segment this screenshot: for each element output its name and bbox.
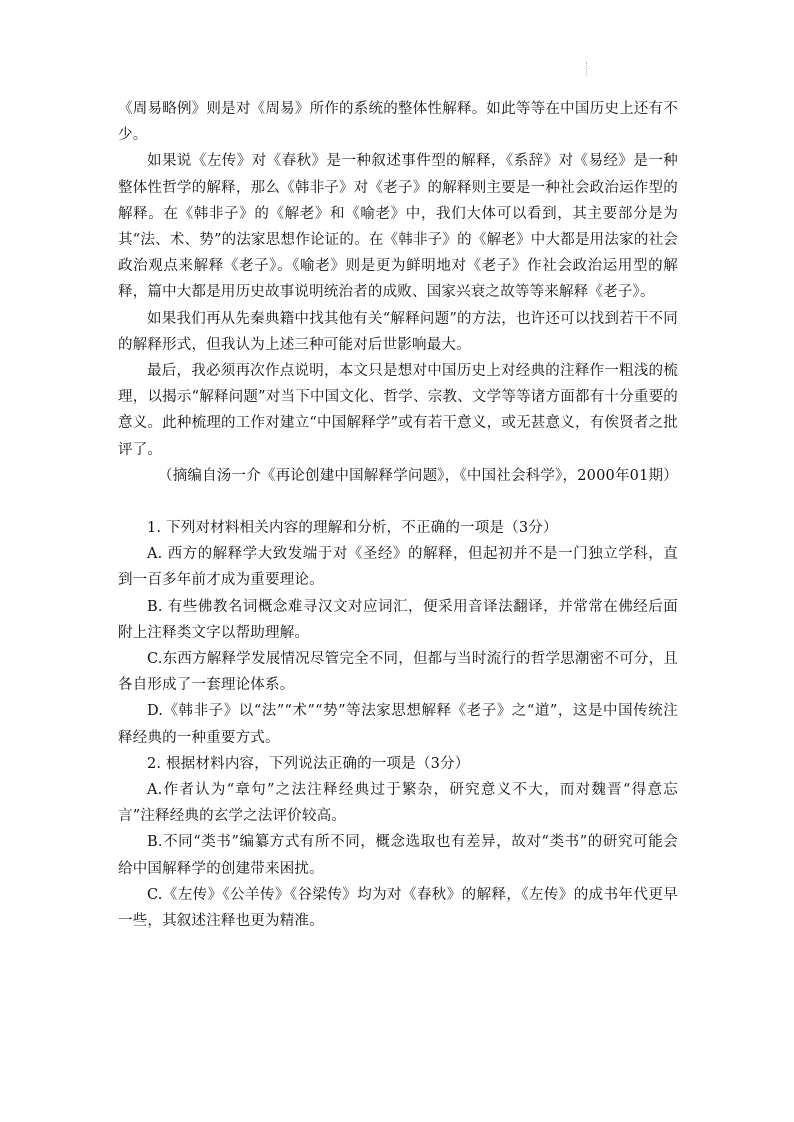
question-option: A. 西方的解释学大致发端于对《圣经》的解释，但起初并不是一门独立学科，直到一百多年前才成为重要理论。 bbox=[118, 546, 678, 589]
document-body bbox=[118, 96, 678, 934]
paragraph: 如果我们再从先秦典籍中找其他有关“解释问题”的方法，也许还可以找到若干不同的解释形式，但我认为上述三种可能对后世影响最大。 bbox=[118, 310, 678, 353]
question-option: B. 有些佛教名词概念难寻汉文对应词汇，便采用音译法翻译，并常常在佛经后面附上注释类文字以帮助理解。 bbox=[118, 598, 678, 641]
spacer bbox=[118, 489, 678, 515]
question-option: D.《韩非子》以“法”“术”“势”等法家思想解释《老子》之“道”，这是中国传统注释经典的一种重要方式。 bbox=[118, 703, 678, 746]
paragraph: 最后，我必须再次作点说明，本文只是想对中国历史上对经典的注释作一粗浅的梳理，以揭示“解释问题”对当下中国文化、哲学、宗教、文学等等诸方面都有十分重要的意义。此种梳理的工作对建立“中国解释学”或有若干意义，或无甚意义，有俟贤者之批评了。 bbox=[118, 363, 678, 458]
scan-mark bbox=[586, 62, 589, 76]
question-option: C.东西方解释学发展情况尽管完全不同，但都与当时流行的哲学思潮密不可分，且各自形成了一套理论体系。 bbox=[118, 651, 678, 694]
question-stem: 2. 根据材料内容，下列说法正确的一项是（3分） bbox=[147, 755, 470, 772]
question-option: B.不同“类书”编纂方式有所不同，概念选取也有差异，故对“类书”的研究可能会给中国解释学的创建带来困扰。 bbox=[118, 834, 678, 877]
source-citation: （摘编自汤一介《再论创建中国解释学问题》，《中国社会科学》，2000年01期） bbox=[158, 467, 678, 484]
question-option: C.《左传》《公羊传》《谷梁传》均为对《春秋》的解释，《左传》的成书年代更早一些，其叙述注释也更为精准。 bbox=[118, 886, 678, 930]
question-option: A.作者认为“章句”之法注释经典过于繁杂，研究意义不大，而对魏晋“得意忘言”注释经典的玄学之法评价较高。 bbox=[118, 782, 678, 825]
paragraph: 如果说《左传》对《春秋》是一种叙述事件型的解释，《系辞》对《易经》是一种整体性哲学的解释，那么《韩非子》对《老子》的解释则主要是一种社会政治运作型的解释。在《韩非子》的《解老》和《喻老》中，我们大体可以看到，其主要部分是为其“法、术、势”的法家思想作论证的。在《韩非子》的《解老》中大都是用法家的社会政治观点来解释《老子》。《喻老》则是更为鲜明地对《老子》作社会政治运用型的解释，篇中大都是用历史故事说明统治者的成败、国家兴衰之故等等来解释《老子》。 bbox=[118, 153, 678, 301]
paragraph-continuation: 《周易略例》则是对《周易》所作的系统的整体性解释。如此等等在中国历史上还有不少。 bbox=[118, 101, 678, 144]
question-stem: 1. 下列对材料相关内容的理解和分析，不正确的一项是（3分） bbox=[147, 520, 558, 537]
